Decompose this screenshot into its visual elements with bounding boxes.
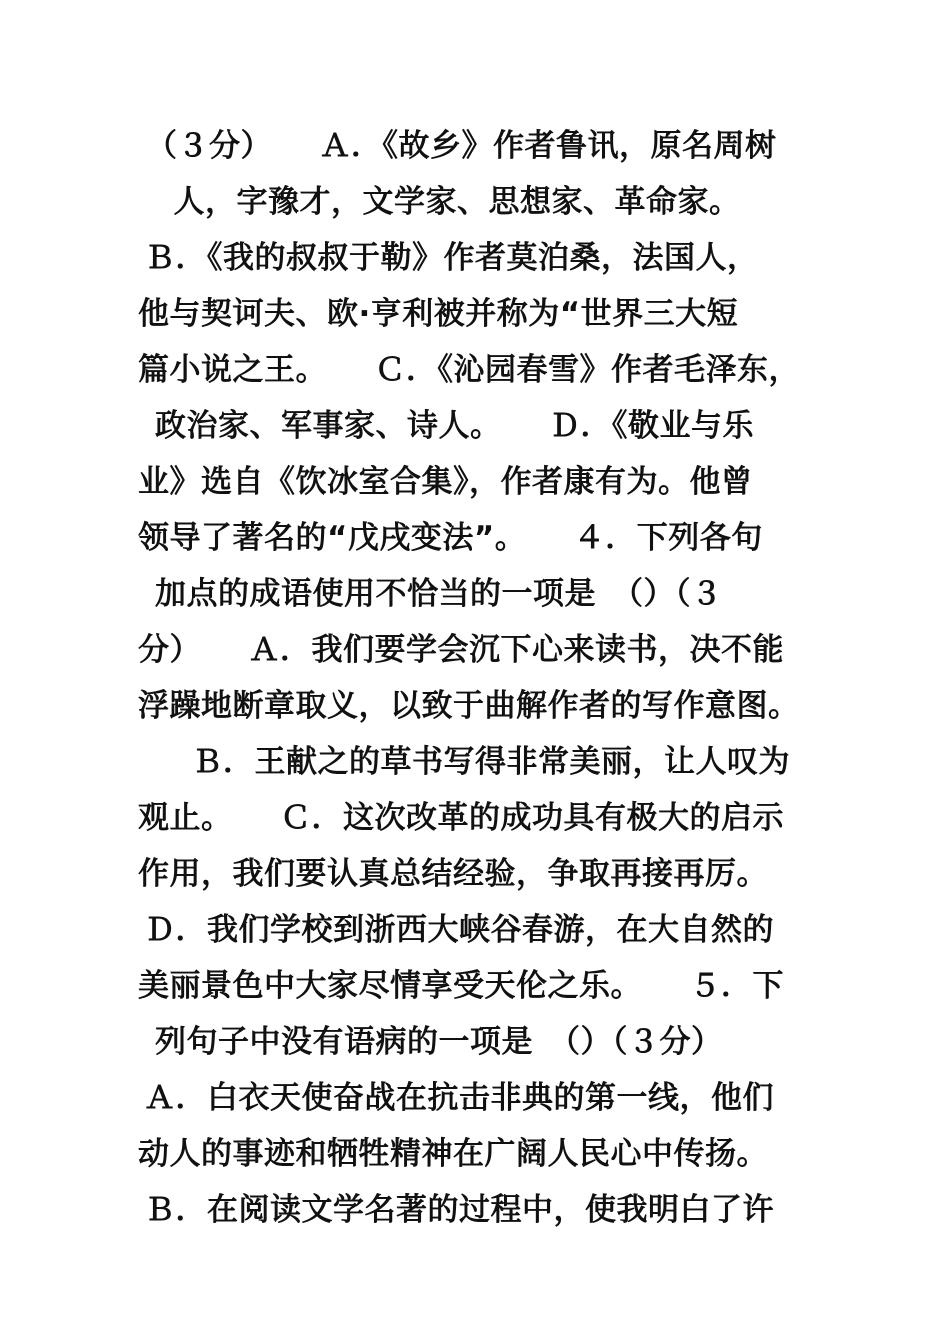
text-line: 分） Ａ．我们要学会沉下心来读书，决不能: [138, 632, 784, 668]
text-line: Ｂ．在阅读文学名著的过程中，使我明白了许: [144, 1192, 774, 1228]
text-line: 列句子中没有语病的一项是 （）（３分）: [155, 1024, 723, 1060]
text-line: 人，字豫才，文学家、思想家、革命家。: [142, 184, 741, 220]
text-line: （３分） Ａ．《故乡》作者鲁讯，原名周树: [146, 128, 777, 164]
text-line: Ｂ．王献之的草书写得非常美丽，让人叹为: [160, 744, 790, 780]
text-line: Ａ．白衣天使奋战在抗击非典的第一线，他们: [144, 1080, 774, 1116]
text-line: 加点的成语使用不恰当的一项是 （）（３: [155, 576, 723, 612]
text-line: 篇小说之王。 Ｃ．《沁园春雪》作者毛泽东，: [138, 352, 800, 388]
text-line: 动人的事迹和牺牲精神在广阔人民心中传扬。: [138, 1136, 768, 1172]
text-line: 美丽景色中大家尽情享受天伦之乐。 ５．下: [138, 968, 784, 1004]
text-line: 浮躁地断章取义，以致于曲解作者的写作意图。: [138, 688, 800, 724]
text-line: Ｄ．我们学校到浙西大峡谷春游，在大自然的: [144, 912, 774, 948]
text-line: 政治家、军事家、诗人。 Ｄ．《敬业与乐: [155, 408, 754, 444]
text-line: 观止。 Ｃ．这次改革的成功具有极大的启示: [138, 800, 784, 836]
text-line: Ｂ．《我的叔叔于勒》作者莫泊桑，法国人，: [144, 240, 759, 276]
text-line: 作用，我们要认真总结经验，争取再接再厉。: [138, 856, 768, 892]
text-line: 他与契诃夫、欧·亨利被并称为“世界三大短: [138, 296, 739, 332]
text-line: 业》选自《饮冰室合集》，作者康有为。他曾: [138, 464, 753, 500]
text-line: 领导了著名的“戊戌变法”。 ４．下列各句: [138, 520, 763, 556]
